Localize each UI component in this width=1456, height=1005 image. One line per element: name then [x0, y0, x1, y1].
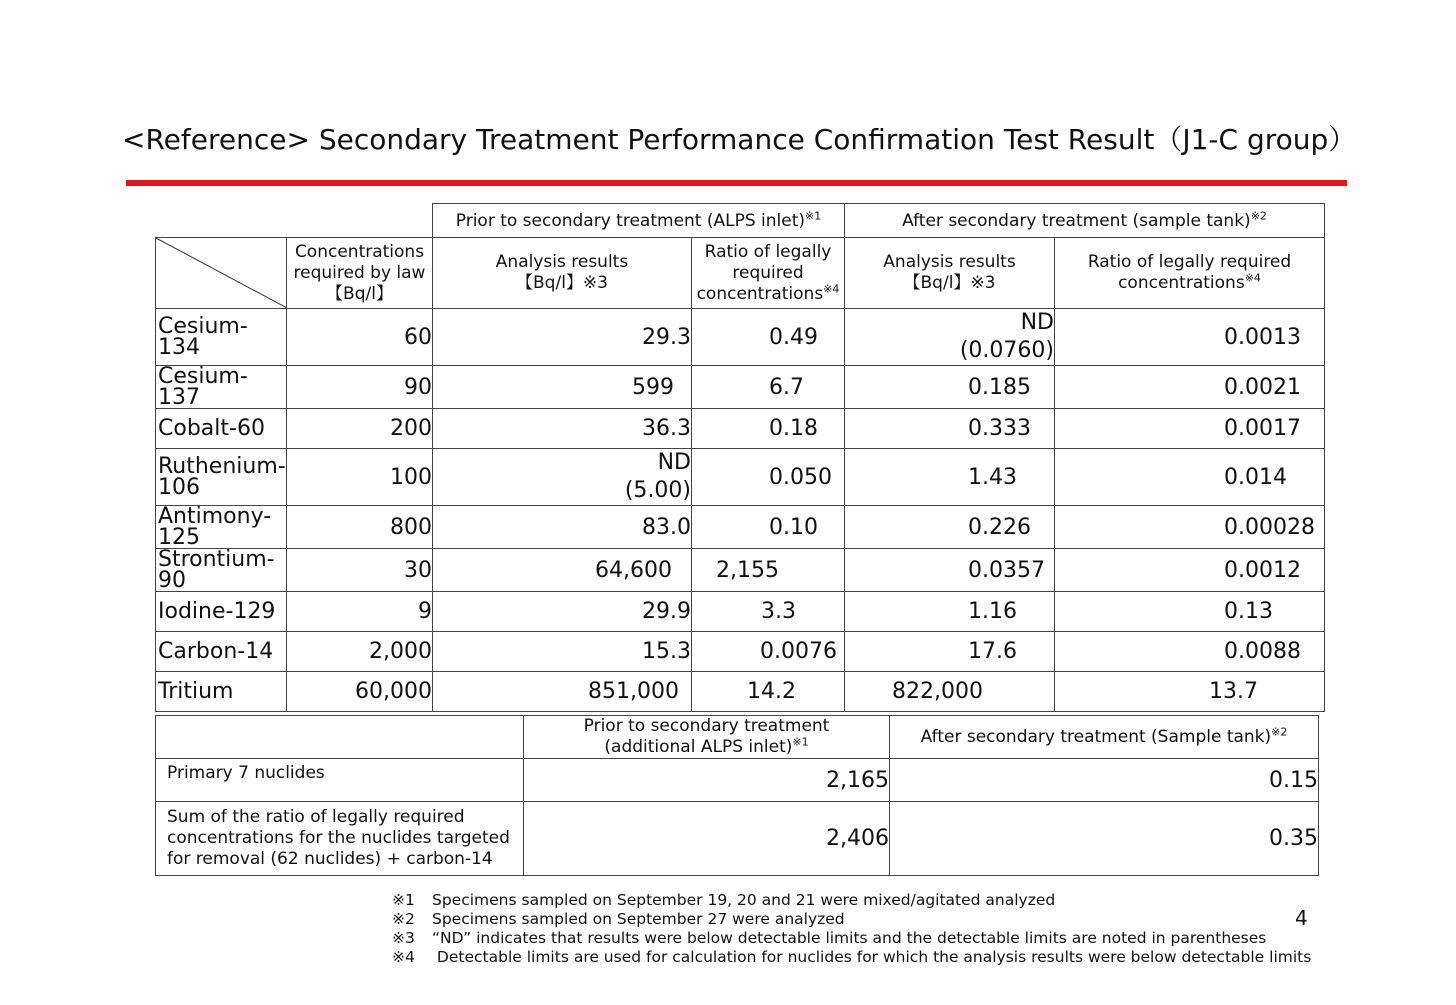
- after-ratio: 0.0021: [1055, 366, 1325, 409]
- after-ratio: 0.014: [1055, 449, 1325, 506]
- prior-analysis-result: 599: [433, 366, 692, 409]
- header-law-concentration: Concentrations required by law 【Bq/l】: [287, 238, 433, 309]
- summary-header-after: After secondary treatment (Sample tank)$^{※2}$: [890, 716, 1319, 759]
- footnote: ※2 Specimens sampled on September 27 were analyzed: [392, 910, 845, 928]
- law-concentration: 60,000: [287, 672, 433, 712]
- header-prior-ratio: Ratio of legally required concentrations$^{※4}$: [692, 238, 845, 309]
- prior-analysis-result: 851,000: [433, 672, 692, 712]
- summary-row-label: Primary 7 nuclides: [156, 759, 524, 802]
- after-ratio: 0.13: [1055, 592, 1325, 632]
- after-analysis-result: 822,000: [845, 672, 1055, 712]
- page-title: <Reference> Secondary Treatment Performance Confirmation Test Result（J1-C group）: [122, 123, 1357, 156]
- summary-header-prior: Prior to secondary treatment (additional ALPS inlet)$^{※1}$: [524, 716, 890, 759]
- column-header-row: [156, 238, 1325, 309]
- law-concentration: 100: [287, 449, 433, 506]
- after-ratio: 13.7: [1055, 672, 1325, 712]
- after-analysis-result: 17.6: [845, 632, 1055, 672]
- law-concentration: 800: [287, 506, 433, 549]
- law-concentration: 9: [287, 592, 433, 632]
- law-concentration: 90: [287, 366, 433, 409]
- prior-analysis-result: 83.0: [433, 506, 692, 549]
- summary-after-value: 0.35: [890, 802, 1319, 876]
- header-prior-analysis: Analysis results 【Bq/l】※3: [433, 238, 692, 309]
- table-row: [156, 366, 1325, 409]
- table-row: [156, 802, 1319, 876]
- nuclide-name: Cesium-137: [156, 366, 287, 409]
- after-analysis-result: 1.16: [845, 592, 1055, 632]
- table-row: [156, 759, 1319, 802]
- table-row: [156, 506, 1325, 549]
- summary-after-value: 0.15: [890, 759, 1319, 802]
- after-ratio: 0.00028: [1055, 506, 1325, 549]
- law-concentration: 30: [287, 549, 433, 592]
- after-analysis-result: 0.226: [845, 506, 1055, 549]
- page-number: 4: [1295, 906, 1308, 930]
- prior-analysis-result: 29.9: [433, 592, 692, 632]
- prior-analysis-result: 64,600: [433, 549, 692, 592]
- prior-ratio: 0.49: [692, 309, 845, 366]
- nuclide-name: Ruthenium-106: [156, 449, 287, 506]
- prior-ratio: 14.2: [692, 672, 845, 712]
- prior-ratio: 0.10: [692, 506, 845, 549]
- header-after-analysis: Analysis results 【Bq/l】※3: [845, 238, 1055, 309]
- after-analysis-result: 0.185: [845, 366, 1055, 409]
- nuclide-name: Strontium-90: [156, 549, 287, 592]
- summary-prior-value: 2,165: [524, 759, 890, 802]
- nuclide-name: Cobalt-60: [156, 409, 287, 449]
- law-concentration: 200: [287, 409, 433, 449]
- nuclide-name: Iodine-129: [156, 592, 287, 632]
- after-analysis-result: 1.43: [845, 449, 1055, 506]
- prior-ratio: 6.7: [692, 366, 845, 409]
- group-header-row: [156, 204, 1325, 238]
- group-header-after: After secondary treatment (sample tank)$^{※2}$: [845, 204, 1325, 238]
- nuclide-name: Carbon-14: [156, 632, 287, 672]
- footnote: ※1 Specimens sampled on September 19, 20 and 21 were mixed/agitated analyzed: [392, 891, 1056, 909]
- after-analysis-result: 0.333: [845, 409, 1055, 449]
- nuclide-name: Antimony-125: [156, 506, 287, 549]
- prior-analysis-result: 29.3: [433, 309, 692, 366]
- table-row: [156, 632, 1325, 672]
- table-row: [156, 672, 1325, 712]
- group-header-prior: Prior to secondary treatment (ALPS inlet)$^{※1}$: [433, 204, 845, 238]
- diagonal-corner-cell: [156, 238, 287, 309]
- prior-ratio: 0.0076: [692, 632, 845, 672]
- table-row: [156, 549, 1325, 592]
- nuclide-name: Cesium-134: [156, 309, 287, 366]
- table-row: [156, 409, 1325, 449]
- title-underline: [126, 180, 1347, 186]
- footnotes: [392, 891, 1311, 967]
- results-table: [155, 203, 1325, 712]
- table-row: [156, 449, 1325, 506]
- table-row: [156, 592, 1325, 632]
- after-analysis-result: 0.0357: [845, 549, 1055, 592]
- law-concentration: 2,000: [287, 632, 433, 672]
- after-analysis-result: ND (0.0760): [845, 309, 1055, 366]
- table-row: [156, 309, 1325, 366]
- header-after-ratio: Ratio of legally required concentrations$^{※4}$: [1055, 238, 1325, 309]
- summary-header-row: [156, 716, 1319, 759]
- prior-analysis-result: ND (5.00): [433, 449, 692, 506]
- law-concentration: 60: [287, 309, 433, 366]
- footnote: ※3 “ND” indicates that results were below detectable limits and the detectable limits are noted in parentheses: [392, 929, 1267, 947]
- footnote: ※4 Detectable limits are used for calculation for nuclides for which the analysis results were below detectable limits: [392, 948, 1312, 966]
- prior-ratio: 0.18: [692, 409, 845, 449]
- prior-analysis-result: 15.3: [433, 632, 692, 672]
- prior-ratio: 0.050: [692, 449, 845, 506]
- nuclide-name: Tritium: [156, 672, 287, 712]
- after-ratio: 0.0017: [1055, 409, 1325, 449]
- prior-ratio: 3.3: [692, 592, 845, 632]
- summary-row-label: Sum of the ratio of legally required concentrations for the nuclides targeted for removal (62 nuclides) + carbon-14: [156, 802, 524, 876]
- after-ratio: 0.0088: [1055, 632, 1325, 672]
- prior-ratio: 2,155: [692, 549, 845, 592]
- summary-prior-value: 2,406: [524, 802, 890, 876]
- prior-analysis-result: 36.3: [433, 409, 692, 449]
- after-ratio: 0.0013: [1055, 309, 1325, 366]
- summary-table: [155, 715, 1319, 876]
- after-ratio: 0.0012: [1055, 549, 1325, 592]
